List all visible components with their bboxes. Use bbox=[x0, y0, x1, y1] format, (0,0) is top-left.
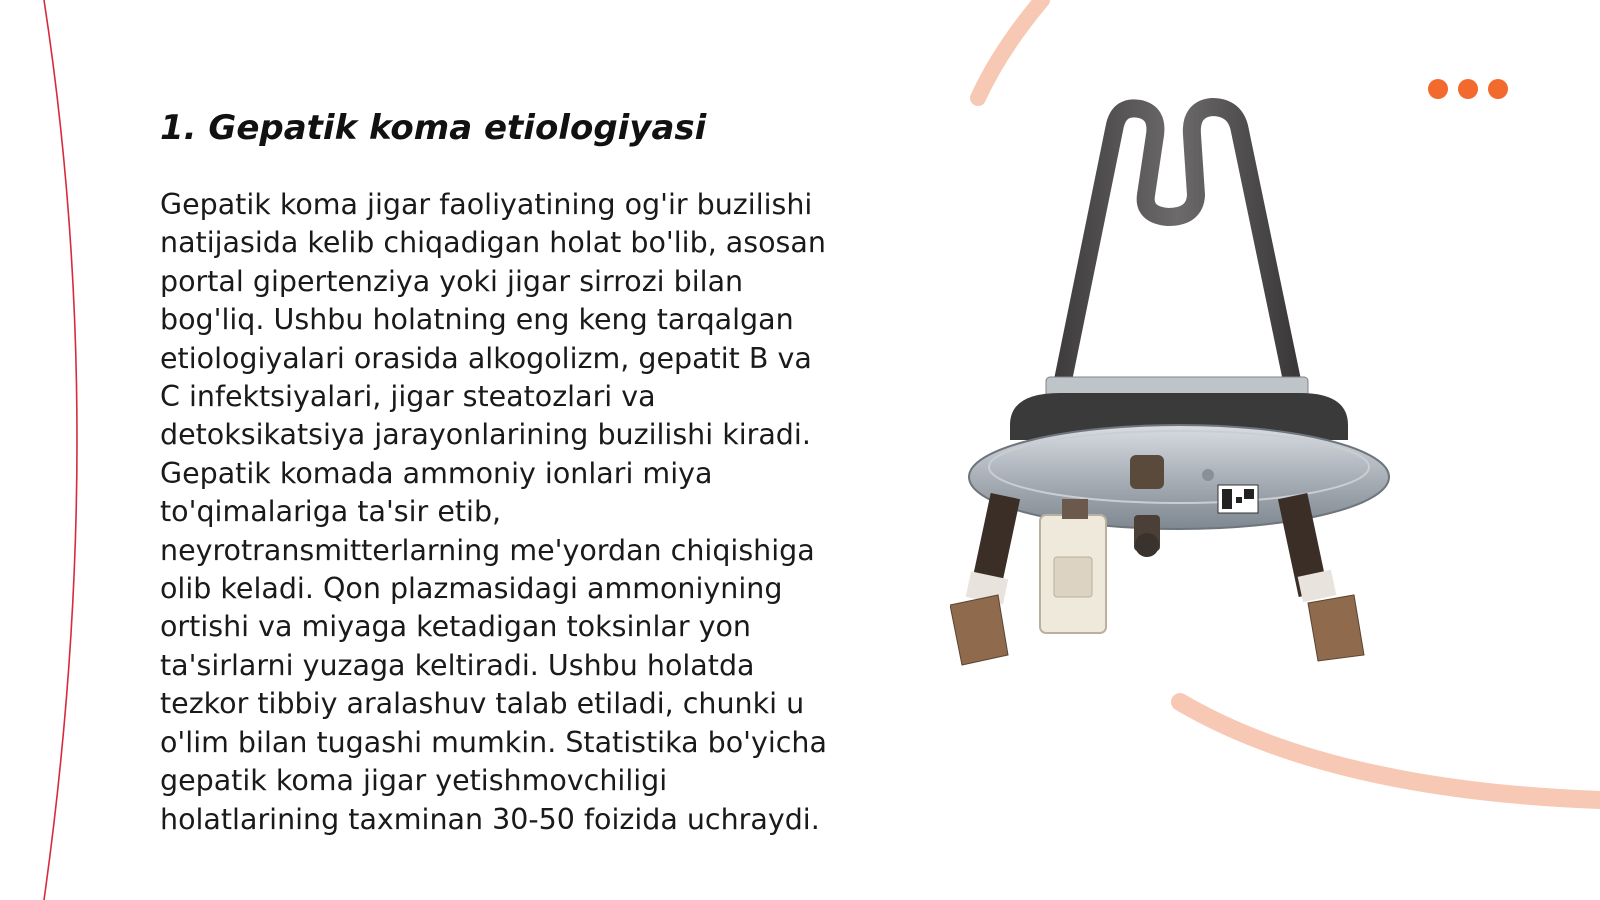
left-connector bbox=[950, 595, 1008, 665]
slide-paragraph: Gepatik koma jigar faoliyatining og'ir buzilishi natijasida kelib chiqadigan holat bo'lib, asosan portal gipertenziya yoki jigar sirrozi bilan bog'liq. Ushbu holatning eng keng tarqalgan etiologiyalari orasida alkogolizm, gepatit B va C infektsiyalari, jigar steatozlari va detoksikatsiya jarayonlarining buzilishi kiradi. Gepatik komada ammoniy ionlari miya to'qimalariga ta'sir etib, neyrotransmitterlarning me'yordan chiqishiga olib keladi. Qon plazmasidagi ammoniyning ortishi va miyaga ketadigan toksinlar yon ta'sirlarni yuzaga keltiradi. Ushbu holatda tezkor tibbiy aralashuv talab etiladi, chunki u o'lim bilan tugashi mumkin. Statistika bo'yicha gepatik koma jigar yetishmovchiligi holatlarining taxminan 30-50 foizida uchraydi. bbox=[160, 188, 827, 836]
dot bbox=[1488, 79, 1508, 99]
left-curve-line bbox=[44, 0, 77, 900]
dot bbox=[1428, 79, 1448, 99]
heating-tube bbox=[1060, 107, 1295, 395]
slide-title: 1. Gepatik koma etiologiyasi bbox=[160, 108, 707, 148]
more-dots-icon bbox=[1428, 79, 1508, 99]
center-bolt bbox=[1130, 455, 1164, 489]
right-connector bbox=[1308, 595, 1364, 661]
dot bbox=[1458, 79, 1478, 99]
top-arc bbox=[978, 0, 1042, 98]
metal-flange bbox=[969, 425, 1389, 529]
heating-element-image bbox=[950, 95, 1390, 675]
bottom-arc bbox=[1180, 702, 1600, 800]
